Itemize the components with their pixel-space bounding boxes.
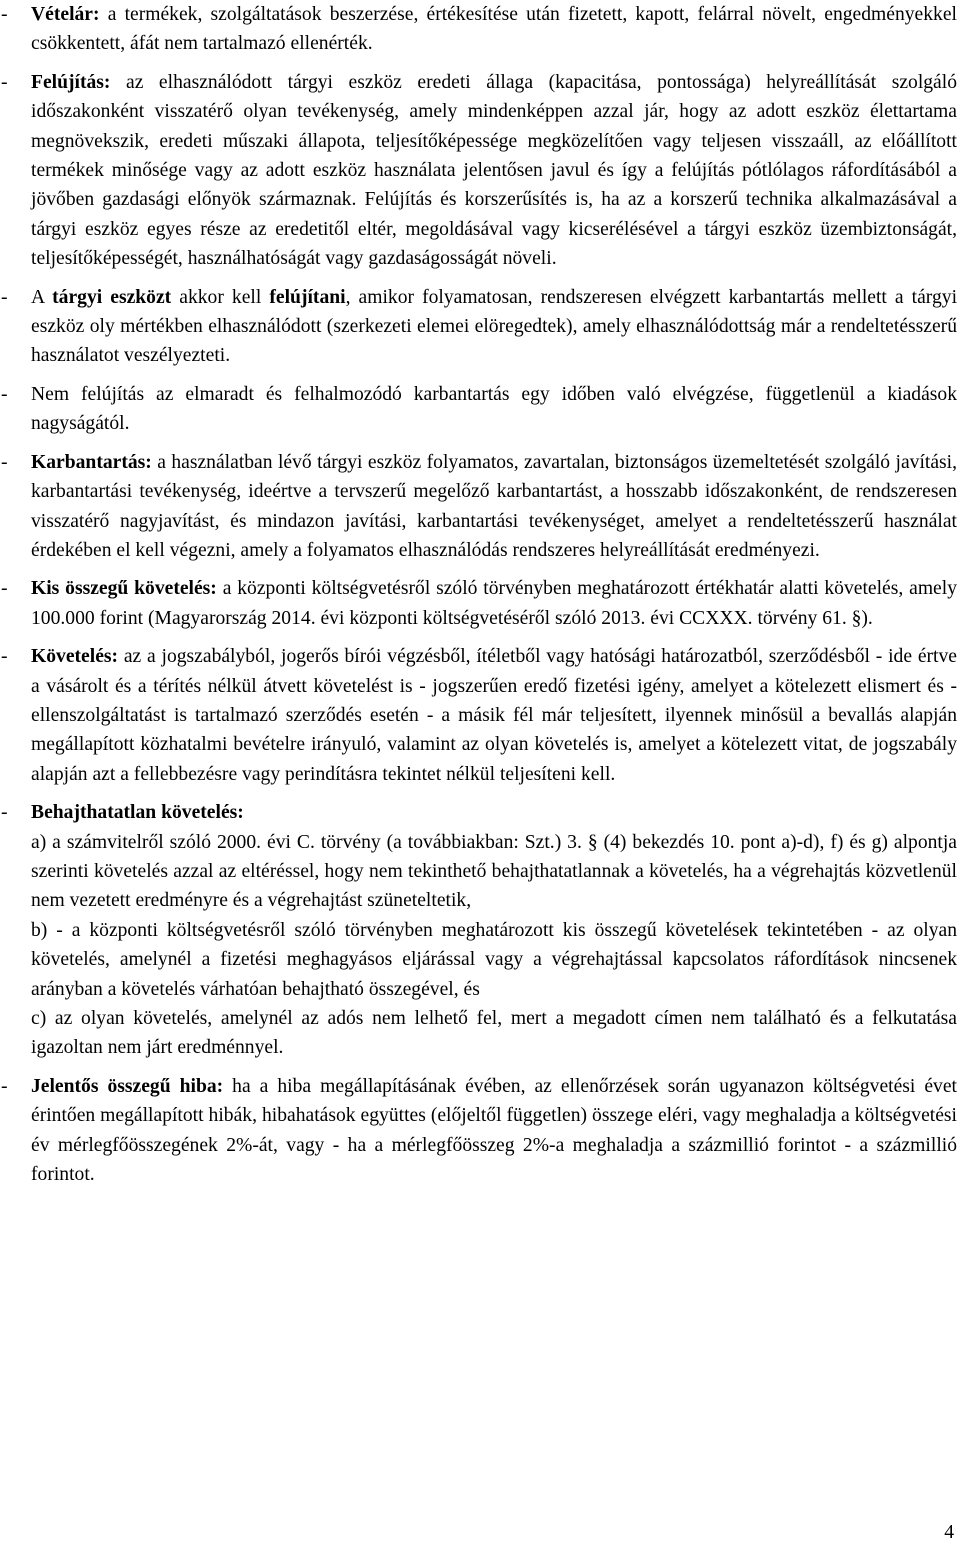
definition-text: Nem felújítás az elmaradt és felhalmozódó karbantartás egy időben való elvégzése, függetlenül a kiadások nagyságától. — [31, 383, 957, 435]
definition-text: , amikor folyamatosan, rendszeresen elvégzett karbantartás mellett a tárgyi eszköz oly mértékben elhasználódott (szerkezeti elemei elöregedtek), amely elhasználódottság már a rendeltetésszerű használatot veszélyezteti. — [31, 286, 958, 367]
definition-text: ha a hiba megállapításának évében, az ellenőrzések során ugyanazon költségvetési évet érintően megállapított hibák, hibahatások együttes (előjeltől független) összege eléri, vagy meghaladja a költségvetési év mérlegfőösszegének 2%-át, vagy - ha a mérlegfőösszeg 2%-a meghaladja a százmillió forintot - a százmillió forintot. — [31, 1075, 957, 1186]
term-label: Jelentős összegű hiba: — [31, 1075, 224, 1097]
sub-item-a: a) a számvitelről szóló 2000. évi C. törvény (a továbbiakban: Szt.) 3. § (4) bekezdés 10. pont a)-d), f) és g) alpontja szerinti követelés azzal az eltéréssel, hogy nem tekinthető behajthatatlannak a követelés, ha a végrehajtás közvetlenül nem vezetett eredményre és a végrehajtást szüneteltetik, — [31, 831, 957, 912]
sub-item-b: b) - a központi költségvetésről szóló törvényben meghatározott kis összegű követelések tekintetében - az olyan követelés, amelynél a fizetési meghagyásos eljárással vagy a végrehajtással kapcsolatos ráfordítások nincsenek arányban a követelés várhatóan behajtható összegével, és — [31, 919, 957, 1000]
definition-prefix: A — [31, 286, 53, 308]
definition-targyi-eszkoz-felujitasa — [0, 283, 957, 371]
definition-text: a központi költségvetésről szóló törvényben meghatározott értékhatár alatti követelés, amely 100.000 forint (Magyarország 2014. évi központi költségvetéséről szóló 2013. évi CCXXX. törvény 61. §). — [31, 578, 957, 629]
definition-jelentos-osszegu-hiba — [0, 1072, 957, 1190]
term-label: Karbantartás: — [31, 451, 152, 473]
definition-karbantartas — [0, 448, 957, 566]
sub-item-c: c) az olyan követelés, amelynél az adós nem lelhető fel, mert a megadott címen nem található és a felkutatása igazoltan nem járt eredménnyel. — [31, 1008, 957, 1059]
definition-text: az elhasználódott tárgyi eszköz eredeti állaga (kapacitása, pontossága) helyreállítását szolgáló időszakonként visszatérő olyan tevékenység, amely mindenképpen azzal jár, hogy az adott eszköz élettartama megnövekszik, eredeti műszaki állapota, teljesítőképessége megközelítően vagy teljesen visszaáll, az előállított termékek minősége vagy az adott eszköz használata jelentősen javul és így a felújítás pótlólagos ráfordításából a jövőben gazdasági előnyök származnak. Felújítás és korszerűsítés is, ha az a korszerű technika alkalmazásával a tárgyi eszköz egyes része az eredetitől eltér, megoldásával vagy kicserélésével a tárgyi eszköz üzembiztonságát, teljesítőképességét, használhatóságát vagy gazdaságosságát növeli. — [31, 71, 957, 270]
definition-text: a használatban lévő tárgyi eszköz folyamatos, zavartalan, biztonságos üzemeltetését szolgáló javítási, karbantartási tevékenység, ideértve a tervszerű megelőző karbantartást, a hosszabb időszakonként, de rendszeresen visszatérő nagyjavítást, és mindazon javítási, karbantartási tevékenységet, amelyet a rendeltetésszerű használat érdekében el kell végezni, amely a folyamatos elhasználódás rendszeres helyreállítását eredményezi. — [31, 451, 957, 561]
definition-koveteles — [0, 642, 957, 789]
term-label: Vételár: — [31, 4, 100, 25]
term-label: Kis összegű követelés: — [31, 578, 217, 600]
note-nem-felujitas — [0, 380, 957, 439]
term-label: Követelés: — [31, 646, 119, 668]
term-label: Felújítás: — [31, 71, 111, 93]
definition-text: az a jogszabályból, jogerős bírói végzésből, ítéletből vagy hatósági határozatból, szerződésből - ide értve a vásárolt és a térítés nélkül átvett követelést is - jogszerűen eredő fizetési igény, amelyet a kötelezett elismert és - ellenszolgáltatást is tartalmazó szerződés esetén - a másik fél már teljesített, ilyennek minősül a bevallás alapján megállapított közhatalmi bevételre irányuló, valamint az olyan követelés is, amelyet a kötelezett vitat, de jogszabály alapján azt a fellebbezésre vagy perindításra tekintet nélkül teljesíteni kell. — [31, 646, 957, 785]
term-label: Behajthatatlan követelés: — [31, 802, 244, 824]
definition-behajthatatlan-koveteles — [0, 798, 957, 1063]
definition-text: a termékek, szolgáltatások beszerzése, értékesítése után fizetett, kapott, felárral növelt, engedményekkel csökkentett, áfát nem tartalmazó ellenérték. — [31, 4, 957, 55]
term-label-2: felújítani — [269, 286, 346, 308]
page-number: 4 — [944, 1522, 954, 1543]
term-label: tárgyi eszközt — [52, 286, 172, 308]
definition-felujitas — [0, 68, 957, 274]
definition-connector: akkor kell — [171, 286, 270, 308]
definition-kis-osszegu-koveteles — [0, 574, 957, 633]
definition-vetelar — [0, 0, 957, 59]
